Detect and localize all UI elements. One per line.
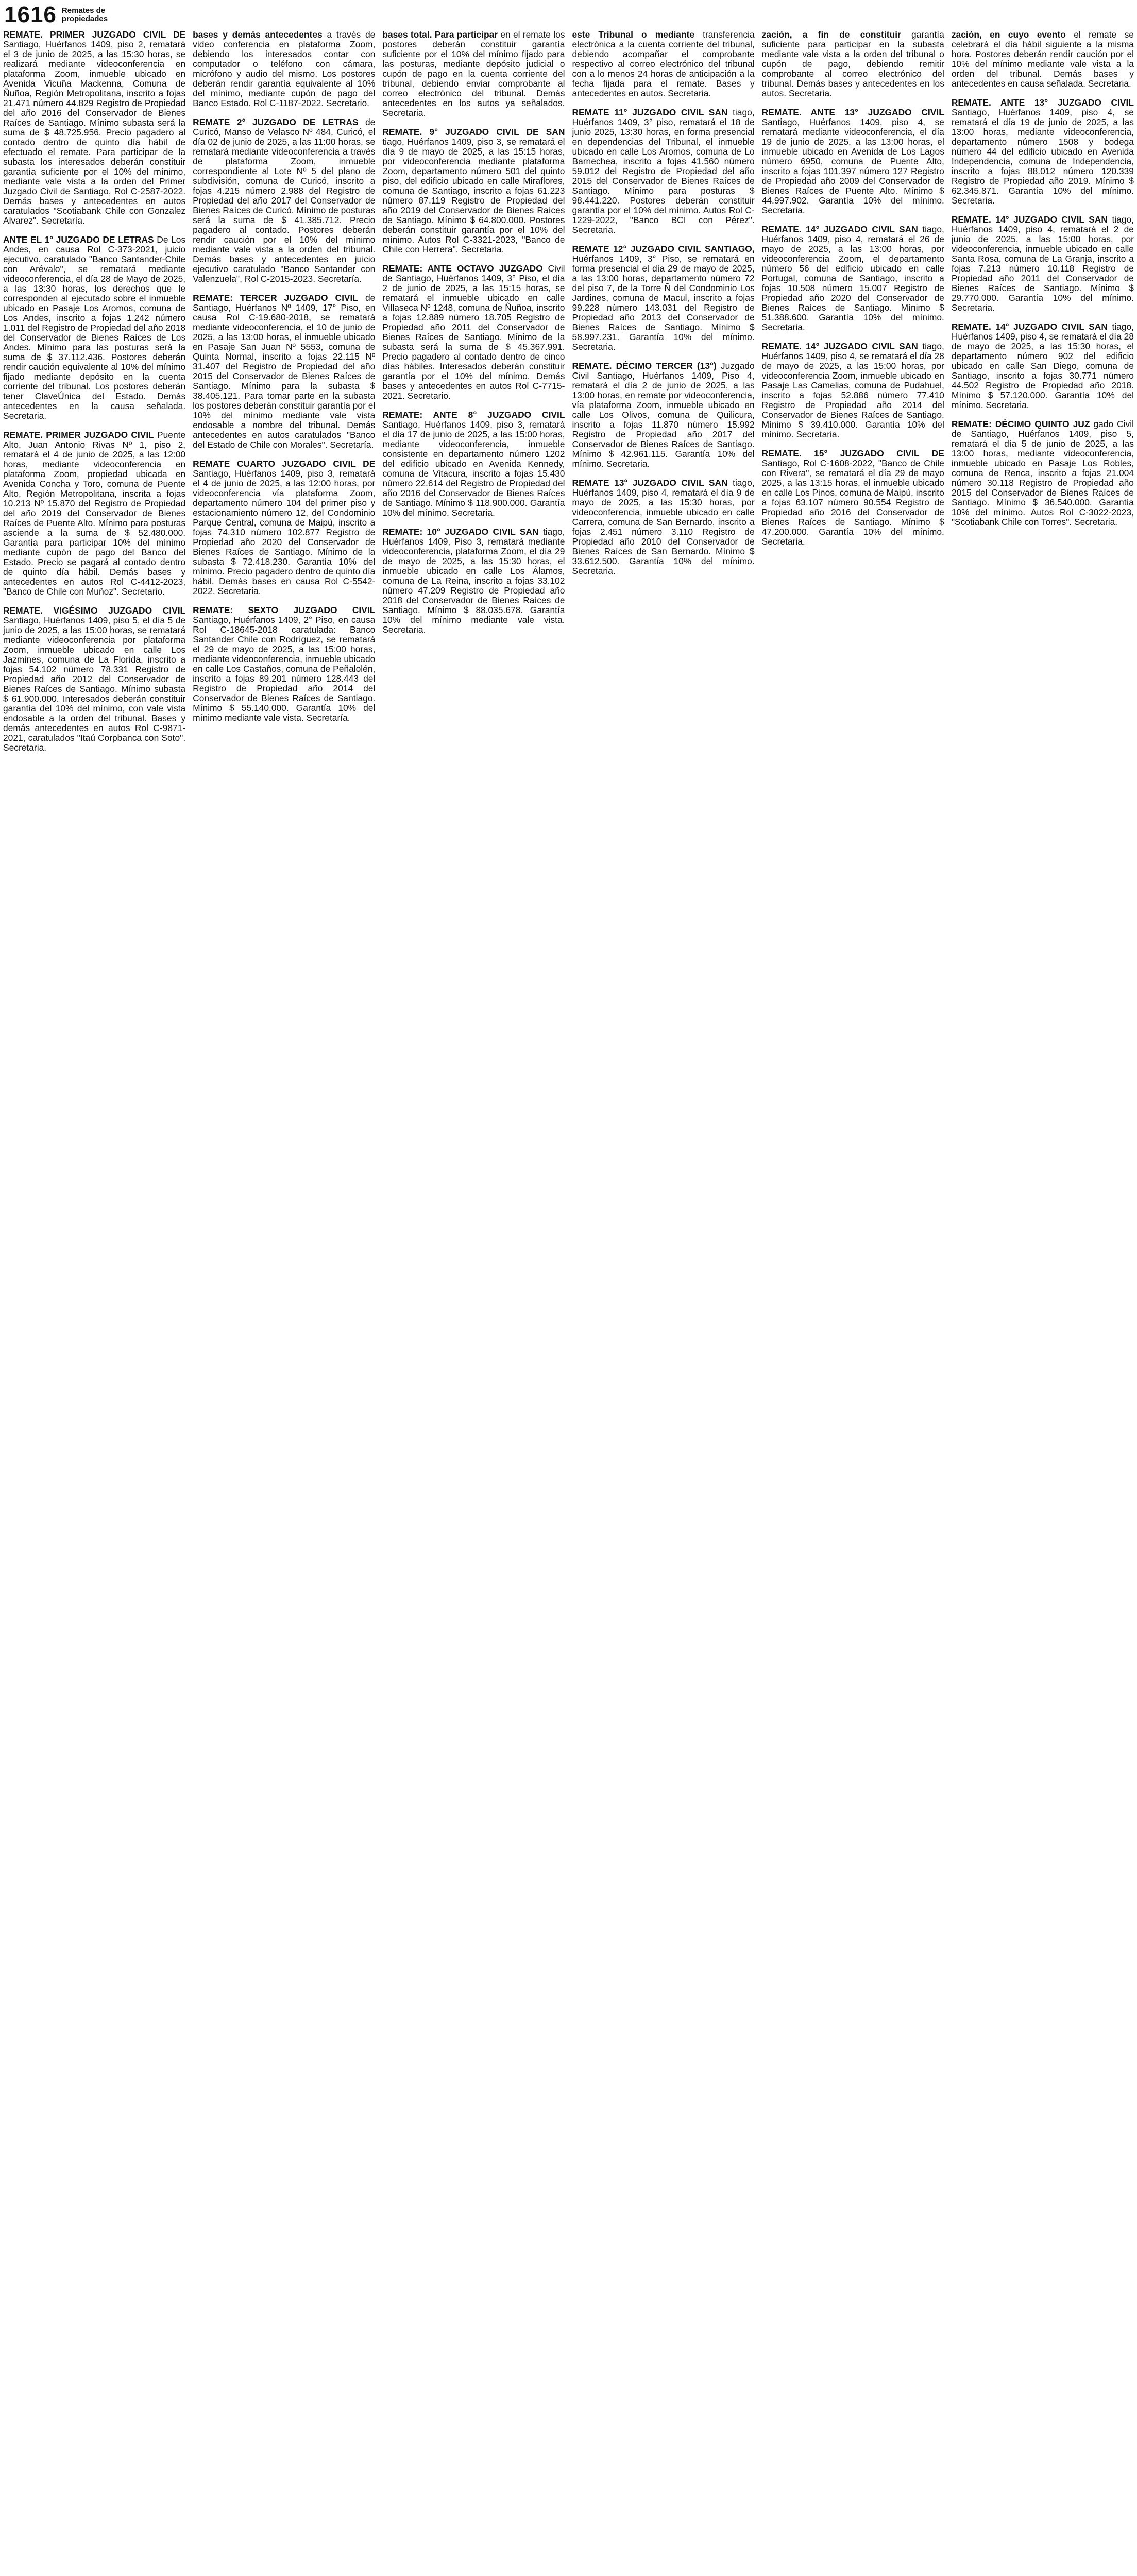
notice-title: REMATE: ANTE OCTAVO JUZGADO xyxy=(382,263,543,274)
notice-body: Juzgado Civil Santiago, Huérfanos 1409, Piso 4, rematará el día 2 de junio de 2025, a las 13:00 horas, en remate por videoconferencia, vía plataforma Zoom, inmueble ubicado en calle Los Olivos, comuna de Quilicura, inscrito a fojas 11.870 número 15.992 Registro de Propiedad año 2017 del Conservador de Bienes Raíces de Santiago. Mínimo $ 42.961.115. Garantía 10% del mínimo. Secretaria. xyxy=(572,361,755,469)
column-1 xyxy=(3,30,185,2576)
notice-body: de Santiago, Huérfanos Nº 1409, 17° Piso, en causa Rol C-19.680-2018, se rematará mediante videoconferencia, el 10 de junio de 2025, a las 13:00 horas, el inmueble ubicado en Pasaje San Juan Nº 5553, comuna de Quinta Normal, inscrito a fojas 22.115 Nº 31.407 del Registro de Propiedad del año 2015 del Conservador de Bienes Raíces de Santiago. Mínimo para la subasta $ 38.405.121. Para tomar parte en la subasta los postores deberán constituir garantía por el 10% del mínimo mediante vale vista endosable a nombre del tribunal. Demás antecedentes en autos caratulados "Banco del Estado de Chile con Morales". Secretaría. xyxy=(193,293,376,450)
notice-title: REMATE 13° JUZGADO CIVIL SAN xyxy=(572,478,728,488)
notice-title: REMATE: ANTE 8° JUZGADO CIVIL xyxy=(382,410,565,420)
legal-notice xyxy=(952,98,1134,206)
notice-body: tiago, Huérfanos 1409, piso 3, se rematará el día 9 de mayo de 2025, a las 15:15 horas, por videoconferencia mediante plataforma Zoom, departamento número 501 del quinto piso, del edificio ubicado en calle Miraflores, comuna de Santiago, inscrito a fojas 61.223 número 87.119 Registro de Propiedad del año 2019 del Conservador de Bienes Raíces de Santiago. Mínimo $ 64.800.000. Postores deberán constituir garantía por el 10% del mínimo. Autos Rol C-3321-2023, "Banco de Chile con Herrera". Secretaria. xyxy=(382,137,565,255)
notice-body: tiago, Huérfanos 1409, piso 4, rematará el día 9 de mayo de 2025, a las 15:30 horas, por videoconferencia, inmueble ubicado en calle Carrera, comuna de San Bernardo, inscrito a fojas 2.451 número 3.110 Registro de Propiedad año 2010 del Conservador de Bienes Raíces de San Bernardo. Mínimo $ 33.612.500. Garantía 10% del mínimo. Secretaria. xyxy=(572,478,755,576)
legal-notice xyxy=(572,30,754,98)
legal-notice xyxy=(952,30,1134,89)
section-title: Remates de propiedades xyxy=(61,6,108,23)
notice-title: REMATE: SEXTO JUZGADO CIVIL xyxy=(193,605,376,615)
notice-body: tiago, Huérfanos 1409, piso 4, rematará el 2 de junio de 2025, a las 15:00 horas, por videoconferencia, inmueble ubicado en calle Santa Rosa, comuna de La Granja, inscrito a fojas 7.213 número 10.118 Registro de Propiedad año 2011 del Conservador de Bienes Raíces de Santiago. Mínimo $ 29.770.000. Garantía 10% del mínimo. Secretaria. xyxy=(951,214,1134,313)
notice-title: REMATE. ANTE 13° JUZGADO CIVIL xyxy=(761,107,944,117)
notice-body: el remate se celebrará el día hábil siguiente a la misma hora. Postores deberán rendir caución por el 10% del mínimo mediante vale vista a la orden del tribunal. Demás bases y antecedentes en causa señalada. Secretaria. xyxy=(951,30,1134,89)
legal-notice xyxy=(193,117,375,284)
notice-body: Huérfanos 1409, 3° Piso, se rematará en forma presencial el día 29 de mayo de 2025, a las 13:00 horas, departamento número 72 del piso 7, de la Torre Ñ del Condominio Los Jardines, comuna de Macul, inscrito a fojas 99.228 número 143.031 del Registro de Propiedad año 2013 del Conservador de Bienes Raíces de Santiago. Mínimo $ 58.997.231. Garantía 10% del mínimo. Secretaria. xyxy=(572,253,755,352)
notice-title: REMATE. VIGÉSIMO JUZGADO CIVIL xyxy=(3,605,186,616)
legal-notice xyxy=(382,410,565,518)
columns xyxy=(3,30,1134,2576)
page-number: 1616 xyxy=(4,2,57,27)
notice-title: REMATE 12° JUZGADO CIVIL SANTIAGO, xyxy=(572,244,755,254)
notice-body: De Los Andes, en causa Rol C-373-2021, juicio ejecutivo, caratulado "Banco Santander-Chile con Arévalo", se rematará mediante videoconferencia, el día 28 de Mayo de 2025, a las 13:30 horas, los derechos que le corresponden al ejecutado sobre el inmueble ubicado en Pasaje Los Aromos, comuna de Los Andes, inscrito a fojas 1.242 número 1.011 del Registro de Propiedad del año 2018 del Conservador de Bienes Raíces de Los Andes. Mínimo para las posturas será la suma de $ 37.112.436. Postores deberán rendir caución equivalente al 10% del mínimo fijado mediante depósito en la cuenta corriente del tribunal. Los postores deberán tener ClaveÚnica del Estado. Demás antecedentes en la causa señalada. Secretaria. xyxy=(3,234,186,421)
notice-title: bases total. Para participar xyxy=(382,30,498,40)
legal-notice xyxy=(193,293,375,450)
notice-title: REMATE. DÉCIMO TERCER (13°) xyxy=(572,361,717,371)
legal-notice xyxy=(382,264,565,401)
legal-notice xyxy=(762,449,944,547)
notice-title: bases y demás antecedentes xyxy=(193,30,323,40)
column-5 xyxy=(762,30,944,2576)
notice-title: REMATE. 14° JUZGADO CIVIL SAN xyxy=(951,321,1108,332)
notice-title: REMATE 11° JUZGADO CIVIL SAN xyxy=(572,107,728,117)
legal-notice xyxy=(762,342,944,439)
legal-notice xyxy=(382,127,565,255)
legal-notice xyxy=(3,430,185,597)
notice-body: Santiago, Huérfanos 1409, piso 2, rematará el 3 de junio de 2025, a las 15:30 horas, se realizará mediante videoconferencia en plataforma Zoom, inmueble ubicado en Avenida Vicuña Mackenna, Comuna de Ñuñoa, Región Metropolitana, inscrito a fojas 21.471 número 44.829 Registro de Propiedad del año 2016 del Conservador de Bienes Raíces de Santiago. Mínimo subasta será la suma de $ 48.725.956. Precio pagadero al contado dentro de quinto día hábil de efectuado el remate. Para participar de la subasta los interesados deberán constituir garantía suficiente por el 10% del mínimo, mediante vale vista a la orden del Primer Juzgado Civil de Santiago, Rol C-2587-2022. Demás bases y antecedentes en autos caratulados "Scotiabank Chile con Gonzalez Alvarez". Secretaría. xyxy=(3,39,186,226)
legal-notice xyxy=(572,244,754,352)
notice-body: de Curicó, Manso de Velasco Nº 484, Curicó, el día 02 de junio de 2025, a las 11:00 horas, se rematará mediante videoconferencia a través de plataforma Zoom, inmueble correspondiente al Lote Nº 5 del plano de subdivisión, comuna de Curicó, inscrito a fojas 4.215 número 2.988 del Registro de Propiedad del año 2017 del Conservador de Bienes Raíces de Curicó. Mínimo de posturas será la suma de $ 41.385.712. Precio pagadero al contado. Postores deberán rendir caución por el 10% del mínimo mediante vale vista a la orden del tribunal. Demás bases y antecedentes en juicio ejecutivo caratulado "Banco Santander con Valenzuela", Rol C-2015-2023. Secretaría. xyxy=(193,117,376,284)
notice-body: tiago, Huérfanos 1409, piso 4, se rematará el día 28 de mayo de 2025, a las 15:00 horas, por videoconferencia Zoom, inmueble ubicado en Pasaje Las Camelias, comuna de Pudahuel, inscrito a fojas 52.886 número 77.410 Registro de Propiedad año 2014 del Conservador de Bienes Raíces de Santiago. Mínimo $ 39.410.000. Garantía 10% del mínimo. Secretaria. xyxy=(761,341,944,439)
notice-body: tiago, Huérfanos 1409, piso 4, se rematará el día 28 de mayo de 2025, a las 15:30 horas, el departamento número 902 del edificio ubicado en calle San Diego, comuna de Santiago, inscrito a fojas 30.771 número 44.502 Registro de Propiedad año 2018. Mínimo $ 57.120.000. Garantía 10% del mínimo. Secretaria. xyxy=(951,321,1134,410)
legal-notice xyxy=(952,419,1134,527)
notice-title: REMATE. 14° JUZGADO CIVIL SAN xyxy=(761,341,918,351)
legal-notice xyxy=(3,30,185,226)
legal-notice xyxy=(762,30,944,98)
notice-title: REMATE. ANTE 13° JUZGADO CIVIL xyxy=(951,97,1134,108)
notice-body: Civil de Santiago, Huérfanos 1409, 3° Piso, el día 2 de junio de 2025, a las 15:15 horas, se rematará el inmueble ubicado en calle Villaseca Nº 1248, comuna de Ñuñoa, inscrito a fojas 12.889 número 18.705 Registro de Propiedad año 2011 del Conservador de Bienes Raíces de Santiago. Mínimo de la subasta será la suma de $ 45.367.991. Precio pagadero al contado dentro de cinco días hábiles. Interesados deberán constituir garantía por el 10% del mínimo. Demás bases y antecedentes en autos Rol C-7715-2021. Secretario. xyxy=(382,263,565,401)
notice-title: REMATE 2° JUZGADO DE LETRAS xyxy=(193,117,359,127)
notice-body: en el remate los postores deberán constituir garantía suficiente por el 10% del mínimo fijado para las posturas, mediante depósito judicial o cupón de pago en la cuenta corriente del tribunal, debiendo enviar comprobante al correo electrónico del tribunal. Demás antecedentes en los autos ya señalados. Secretaria. xyxy=(382,30,565,118)
notice-title: REMATE. 15° JUZGADO CIVIL DE xyxy=(761,448,944,459)
notice-title: REMATE. 9° JUZGADO CIVIL DE SAN xyxy=(382,127,565,137)
page-header xyxy=(4,3,108,27)
notice-title: zación, a fin de constituir xyxy=(761,30,901,40)
notice-body: garantía suficiente para participar en la subasta mediante vale vista a la orden del tribunal o cupón de pago, debiendo remitir comprobante al correo electrónico del tribunal. Demás bases y antecedentes en los autos. Secretaria. xyxy=(761,30,944,98)
column-4 xyxy=(572,30,754,2576)
legal-notice xyxy=(762,108,944,215)
legal-notice xyxy=(572,108,754,235)
column-3 xyxy=(382,30,565,2576)
notice-body: a través de video conferencia en plataforma Zoom, debiendo los interesados contar con computador o teléfono con cámara, micrófono y audio del mismo. Los postores deberán rendir garantía equivalente al 10% del mínimo, mediante cupón de pago del Banco Estado. Rol C-1187-2022. Secretario. xyxy=(193,30,376,108)
notice-title: REMATE. 14° JUZGADO CIVIL SAN xyxy=(951,214,1108,225)
legal-notice xyxy=(3,606,185,753)
legal-notice xyxy=(3,235,185,421)
notice-title: REMATE. 14° JUZGADO CIVIL SAN xyxy=(761,224,918,234)
notice-title: REMATE. PRIMER JUZGADO CIVIL xyxy=(3,430,154,440)
notice-title: REMATE: DÉCIMO QUINTO JUZ xyxy=(951,419,1090,429)
notice-body: transferencia electrónica a la cuenta corriente del tribunal, debiendo acompañar el comprobante respectivo al correo electrónico del tribunal con a lo menos 24 horas de anticipación a la fecha fijada para el remate. Bases y antecedentes en autos. Secretaria. xyxy=(572,30,755,98)
notice-title: zación, en cuyo evento xyxy=(951,30,1066,40)
notice-body: Santiago, Huérfanos 1409, piso 3, rematará el 4 de junio de 2025, a las 12:00 horas, por videoconferencia vía plataforma Zoom, departamento número 104 del primer piso y estacionamiento número 12, del Condominio Parque Central, comuna de Maipú, inscrito a fojas 74.310 número 102.877 Registro de Propiedad año 2020 del Conservador de Bienes Raíces de Santiago. Mínimo de la subasta $ 72.418.230. Garantía 10% del mínimo. Precio pagadero dentro de quinto día hábil. Demás bases en causa Rol C-5542-2022. Secretaria. xyxy=(193,468,376,596)
notice-body: Santiago, Huérfanos 1409, piso 4, se rematará mediante videoconferencia, el día 19 de junio de 2025, a las 13:00 horas, el inmueble ubicado en Avenida de Los Lagos número 6950, comuna de Puente Alto, inscrito a fojas 101.397 número 127 Registro de Propiedad año 2009 del Conservador de Bienes Raíces de Puente Alto. Mínimo $ 44.997.902. Garantía 10% del mínimo. Secretaria. xyxy=(761,117,944,215)
legal-notice xyxy=(193,459,375,596)
legal-notice xyxy=(382,527,565,635)
legal-notice xyxy=(952,215,1134,313)
column-6 xyxy=(952,30,1134,2576)
notice-body: Santiago, Huérfanos 1409, 2° Piso, en causa Rol C-18645-2018 caratulada: Banco Santander Chile con Rodríguez, se rematará el 29 de mayo de 2025, a las 15:00 horas, mediante videoconferencia, inmueble ubicado en calle Los Castaños, comuna de Peñalolén, inscrito a fojas 89.201 número 128.443 del Registro de Propiedad año 2014 del Conservador de Bienes Raíces de Santiago. Mínimo $ 55.140.000. Garantía 10% del mínimo mediante vale vista. Secretaría. xyxy=(193,615,376,723)
notice-body: Santiago, Huérfanos 1409, piso 4, se rematará el día 19 de junio de 2025, a las 13:00 horas, mediante videoconferencia, departamento número 1508 y bodega número 44 del edificio ubicado en Avenida Independencia, comuna de Independencia, inscrito a fojas 88.012 número 120.339 Registro de Propiedad año 2019. Mínimo $ 62.345.871. Garantía 10% del mínimo. Secretaria. xyxy=(951,107,1134,206)
legal-notice xyxy=(572,478,754,576)
legal-notice xyxy=(572,361,754,469)
notice-title: REMATE. PRIMER JUZGADO CIVIL DE xyxy=(3,30,186,40)
notice-title: REMATE: TERCER JUZGADO CIVIL xyxy=(193,293,358,303)
notice-body: tiago, Huérfanos 1409, 3° piso, rematará el 18 de junio 2025, 13:30 horas, en forma presencial en dependencias del Tribunal, el inmueble ubicado en calle Los Aromos, comuna de Lo Barnechea, inscrito a fojas 41.560 número 59.012 del Registro de Propiedad del año 2015 del Conservador de Bienes Raíces de Santiago. Mínimo para posturas $ 98.441.220. Postores deberán constituir garantía por el 10% del mínimo. Autos Rol C-1229-2022, "Banco BCI con Pérez". Secretaria. xyxy=(572,107,755,235)
notice-body: tiago, Huérfanos 1409, Piso 3, rematará mediante videoconferencia, plataforma Zoom, el día 29 de mayo de 2025, a las 15:30 horas, el inmueble ubicado en calle Los Álamos, comuna de La Reina, inscrito a fojas 33.102 número 47.209 Registro de Propiedad año 2018 del Conservador de Bienes Raíces de Santiago. Mínimo $ 88.035.678. Garantía 10% del mínimo mediante vale vista. Secretaria. xyxy=(382,527,565,635)
legal-notice xyxy=(193,30,375,108)
legal-notice xyxy=(952,322,1134,410)
column-2 xyxy=(193,30,375,2576)
notice-body: Santiago, Rol C-1608-2022, "Banco de Chile con Rivera", se rematará el día 29 de mayo 2025, a las 13:15 horas, el inmueble ubicado en calle Los Pinos, comuna de Maipú, inscrito a fojas 63.107 número 90.554 Registro de Propiedad año 2016 del Conservador de Bienes Raíces de Santiago. Mínimo $ 47.200.000. Garantía 10% del mínimo. Secretaria. xyxy=(761,458,944,547)
notice-body: Santiago, Huérfanos 1409, piso 5, el día 5 de junio de 2025, a las 15:00 horas, se rematará mediante videoconferencia por plataforma Zoom, inmueble ubicado en calle Los Jazmines, comuna de La Florida, inscrito a fojas 54.102 número 78.331 Registro de Propiedad año 2012 del Conservador de Bienes Raíces de Santiago. Mínimo subasta $ 61.900.000. Interesados deberán constituir garantía del 10% del mínimo, con vale vista endosable a la orden del tribunal. Bases y demás antecedentes en autos Rol C-9871-2021, caratulados "Itaú Corpbanca con Soto". Secretaria. xyxy=(3,615,186,753)
notice-title: ANTE EL 1° JUZGADO DE LETRAS xyxy=(3,234,154,245)
notice-body: Santiago, Huérfanos 1409, piso 3, rematará el día 17 de junio de 2025, a las 15:00 horas, mediante videoconferencia, inmueble consistente en departamento número 1202 del edificio ubicado en Avenida Kennedy, comuna de Vitacura, inscrito a fojas 15.430 número 22.614 del Registro de Propiedad del año 2016 del Conservador de Bienes Raíces de Santiago. Mínimo $ 118.900.000. Garantía 10% del mínimo. Secretaria. xyxy=(382,419,565,518)
notice-body: gado Civil de Santiago, Huérfanos 1409, piso 5, rematará el día 5 de junio de 2025, a las 13:00 horas, mediante videoconferencia, inmueble ubicado en Pasaje Los Robles, comuna de Renca, inscrito a fojas 21.004 número 30.118 Registro de Propiedad año 2015 del Conservador de Bienes Raíces de Santiago. Mínimo $ 36.540.000. Garantía 10% del mínimo. Autos Rol C-3022-2023, "Scotiabank Chile con Torres". Secretaria. xyxy=(951,419,1134,527)
notice-body: Puente Alto, Juan Antonio Rivas Nº 1, piso 2, rematará el 4 de junio de 2025, a las 12:00 horas, mediante videoconferencia en plataforma Zoom, propiedad ubicada en Avenida Concha y Toro, comuna de Puente Alto, Región Metropolitana, inscrita a fojas 10.213 Nº 15.870 del Registro de Propiedad del año 2019 del Conservador de Bienes Raíces de Puente Alto. Mínimo para posturas asciende a la suma de $ 52.480.000. Garantía para participar 10% del mínimo mediante cupón de pago del Banco del Estado. Precio se pagará al contado dentro de quinto día hábil. Demás bases y antecedentes en autos Rol C-4412-2023, "Banco de Chile con Muñoz". Secretario. xyxy=(3,430,186,597)
legal-notice xyxy=(762,225,944,332)
legal-notice xyxy=(382,30,565,118)
notice-title: REMATE CUARTO JUZGADO CIVIL DE xyxy=(193,459,376,469)
notice-title: este Tribunal o mediante xyxy=(572,30,695,40)
notice-title: REMATE: 10° JUZGADO CIVIL SAN xyxy=(382,527,539,537)
legal-notice xyxy=(193,605,375,723)
notice-body: tiago, Huérfanos 1409, piso 4, rematará el 26 de mayo de 2025, a las 13:00 horas, por videoconferencia Zoom, el departamento número 56 del edificio ubicado en calle Portugal, comuna de Santiago, inscrito a fojas 10.508 número 15.007 Registro de Propiedad año 2020 del Conservador de Bienes Raíces de Santiago. Mínimo $ 51.388.600. Garantía 10% del mínimo. Secretaria. xyxy=(761,224,944,332)
